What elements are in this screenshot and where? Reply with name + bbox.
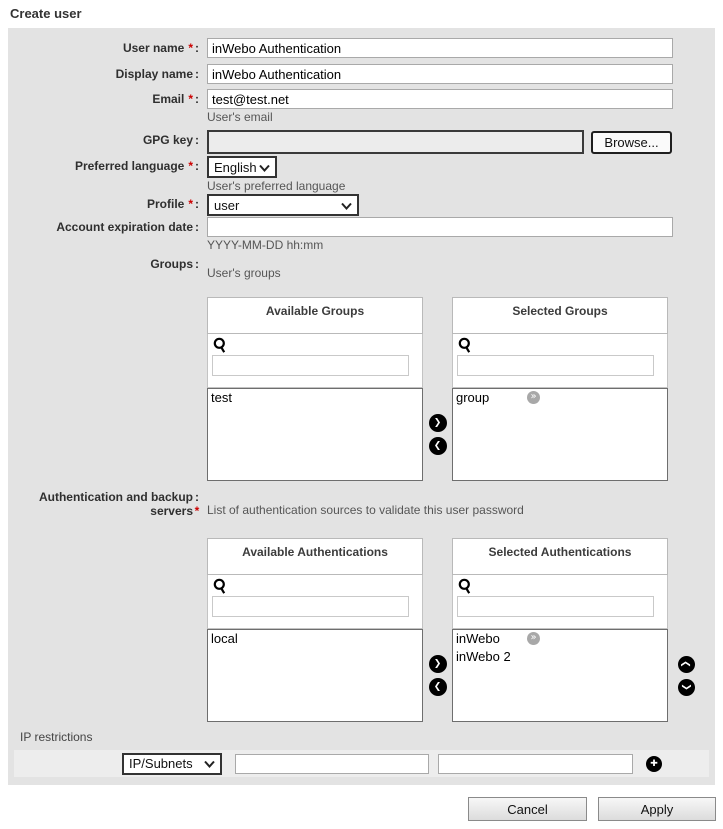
auth-available-search-input[interactable] bbox=[212, 596, 409, 617]
groups-available-search-panel bbox=[207, 334, 423, 388]
required-marker: * bbox=[188, 92, 193, 106]
auth-picker-row bbox=[8, 538, 715, 722]
profile-row bbox=[8, 194, 715, 216]
auth-picker bbox=[207, 538, 715, 722]
gpg-key-row bbox=[8, 130, 715, 154]
groups-row bbox=[8, 254, 715, 280]
page-title: Create user bbox=[10, 6, 82, 21]
auth-selected-search-input[interactable] bbox=[457, 596, 654, 617]
auth-selected-panel bbox=[452, 538, 668, 722]
groups-available-search-input[interactable] bbox=[212, 355, 409, 376]
label-colon: : bbox=[195, 92, 199, 106]
display-name-label: Display name bbox=[115, 67, 193, 81]
auth-servers-label-line2: servers bbox=[150, 504, 193, 518]
auth-move-buttons bbox=[423, 629, 452, 722]
email-hint: User's email bbox=[207, 110, 273, 124]
double-chevron-badge-icon[interactable]: » bbox=[527, 632, 540, 645]
auth-available-list[interactable] bbox=[207, 629, 423, 722]
ip-restrictions-strip bbox=[14, 750, 709, 777]
account-expiration-row bbox=[8, 217, 715, 252]
auth-order-buttons bbox=[672, 629, 700, 722]
chevron-down-icon bbox=[259, 160, 270, 175]
label-colon: : bbox=[195, 197, 199, 211]
groups-available-title: Available Groups bbox=[207, 297, 423, 334]
move-down-button[interactable] bbox=[678, 679, 695, 696]
groups-available-list[interactable] bbox=[207, 388, 423, 481]
email-row bbox=[8, 89, 715, 124]
email-input[interactable] bbox=[207, 89, 673, 109]
create-user-form-panel bbox=[8, 28, 715, 785]
email-label: Email * bbox=[152, 92, 193, 106]
label-colon: : bbox=[195, 41, 199, 55]
chevron-left-icon: ❮ bbox=[433, 441, 442, 451]
list-item[interactable]: inWebo 2 bbox=[456, 649, 511, 664]
auth-available-title: Available Authentications bbox=[207, 538, 423, 575]
label-colon: : bbox=[195, 220, 199, 234]
required-marker: * bbox=[194, 504, 200, 518]
auth-selected-list[interactable] bbox=[452, 629, 668, 722]
list-item[interactable]: inWebo » bbox=[453, 630, 667, 648]
account-expiration-label: Account expiration date bbox=[56, 220, 193, 234]
auth-available-search-panel bbox=[207, 575, 423, 629]
apply-button[interactable]: Apply bbox=[598, 797, 716, 821]
profile-label: Profile * bbox=[146, 197, 193, 211]
search-icon bbox=[212, 337, 420, 354]
groups-picker bbox=[207, 297, 715, 481]
groups-selected-title: Selected Groups bbox=[452, 297, 668, 334]
add-ip-button[interactable] bbox=[646, 756, 662, 772]
auth-servers-row bbox=[8, 490, 715, 518]
list-item[interactable]: test bbox=[211, 390, 232, 405]
display-name-input[interactable] bbox=[207, 64, 673, 84]
profile-select[interactable]: user bbox=[207, 194, 359, 216]
ip-type-select[interactable]: IP/Subnets bbox=[122, 753, 222, 775]
list-item[interactable]: group » bbox=[453, 389, 667, 407]
double-chevron-badge-icon[interactable]: » bbox=[527, 391, 540, 404]
groups-picker-row bbox=[8, 297, 715, 481]
move-right-button[interactable] bbox=[429, 414, 447, 432]
move-right-button[interactable] bbox=[429, 655, 447, 673]
cancel-button[interactable]: Cancel bbox=[468, 797, 587, 821]
plus-icon: ✚ bbox=[650, 758, 658, 769]
gpg-key-file-field bbox=[207, 130, 584, 154]
label-colon: : bbox=[195, 133, 199, 147]
auth-selected-search-panel bbox=[452, 575, 668, 629]
account-expiration-hint: YYYY-MM-DD hh:mm bbox=[207, 238, 324, 252]
chevron-down-icon bbox=[341, 198, 352, 213]
preferred-language-select[interactable]: English bbox=[207, 156, 277, 178]
move-left-button[interactable] bbox=[429, 437, 447, 455]
preferred-language-label: Preferred language * bbox=[74, 159, 193, 173]
user-name-row bbox=[8, 38, 715, 58]
required-marker: * bbox=[188, 197, 193, 211]
move-left-button[interactable] bbox=[429, 678, 447, 696]
auth-available-panel bbox=[207, 538, 423, 722]
auth-servers-hint: List of authentication sources to validate this user password bbox=[207, 503, 524, 517]
chevron-left-icon: ❮ bbox=[433, 682, 442, 692]
search-icon bbox=[457, 578, 665, 595]
browse-button[interactable]: Browse... bbox=[591, 131, 672, 154]
preferred-language-hint: User's preferred language bbox=[207, 179, 346, 193]
user-name-label: User name * bbox=[122, 41, 193, 55]
account-expiration-input[interactable] bbox=[207, 217, 673, 237]
list-item[interactable]: local bbox=[211, 631, 238, 646]
groups-selected-panel bbox=[452, 297, 668, 481]
gpg-key-label: GPG key bbox=[142, 133, 193, 147]
groups-selected-search-input[interactable] bbox=[457, 355, 654, 376]
move-up-button[interactable] bbox=[678, 656, 695, 673]
groups-label: Groups bbox=[150, 257, 193, 271]
required-marker: * bbox=[188, 41, 193, 55]
label-colon: : bbox=[195, 67, 199, 81]
search-icon bbox=[457, 337, 665, 354]
groups-available-panel bbox=[207, 297, 423, 481]
chevron-right-icon: ❯ bbox=[433, 418, 442, 428]
groups-selected-list[interactable] bbox=[452, 388, 668, 481]
ip-secondary-input bbox=[438, 754, 633, 774]
required-marker: * bbox=[188, 159, 193, 173]
groups-hint: User's groups bbox=[207, 266, 281, 280]
groups-move-buttons bbox=[423, 388, 452, 481]
chevron-right-icon: ❯ bbox=[433, 659, 442, 669]
ip-restrictions-label: IP restrictions bbox=[20, 730, 93, 744]
groups-selected-search-panel bbox=[452, 334, 668, 388]
label-colon: : bbox=[195, 490, 199, 504]
ip-value-input[interactable] bbox=[235, 754, 429, 774]
label-colon: : bbox=[195, 257, 199, 271]
search-icon bbox=[212, 578, 420, 595]
preferred-language-row bbox=[8, 156, 715, 193]
display-name-row bbox=[8, 64, 715, 84]
chevron-down-icon: ❯ bbox=[680, 683, 691, 691]
auth-selected-title: Selected Authentications bbox=[452, 538, 668, 575]
chevron-up-icon: ❯ bbox=[680, 660, 691, 668]
auth-servers-label-line1: Authentication and backup bbox=[38, 490, 193, 504]
user-name-input[interactable] bbox=[207, 38, 673, 58]
chevron-down-icon bbox=[204, 756, 215, 771]
label-colon: : bbox=[195, 159, 199, 173]
